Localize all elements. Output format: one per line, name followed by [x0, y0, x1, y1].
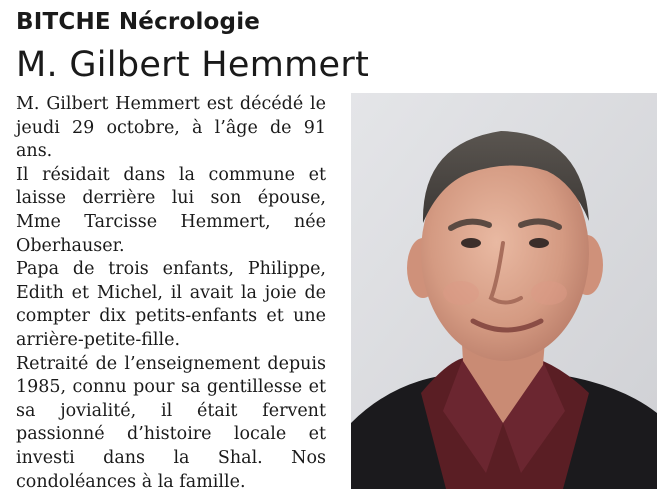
paragraph-residence: Il résidait dans la commune et laisse derrière lui son épouse, Mme Tarcisse Hemmert, née Oberhauser. — [16, 164, 326, 256]
headline: M. Gilbert Hemmert — [16, 45, 370, 85]
right-cheek — [531, 281, 567, 305]
portrait-photo — [351, 93, 657, 489]
paragraph-death: M. Gilbert Hemmert est décédé le jeudi 29 octobre, à l’âge de 91 ans. — [16, 94, 326, 162]
paragraph-family: Papa de trois enfants, Philippe, Edith et Michel, il avait la joie de compter dix petits-enfants et une arrière-petite-fille. — [16, 259, 326, 350]
left-eye — [461, 238, 481, 248]
kicker-place: BITCHE — [16, 9, 111, 35]
paragraph-career: Retraité de l’enseignement depuis 1985, connu pour sa gentillesse et sa jovialité, il était fervent passionné d’histoire locale et investi dans la Shal. Nos condoléances à la famille. — [16, 353, 326, 492]
left-cheek — [443, 281, 479, 305]
kicker-section: Nécrologie — [118, 9, 261, 35]
kicker — [16, 6, 260, 38]
right-eye — [529, 238, 549, 248]
portrait-illustration — [351, 93, 657, 489]
article-body — [16, 93, 326, 494]
